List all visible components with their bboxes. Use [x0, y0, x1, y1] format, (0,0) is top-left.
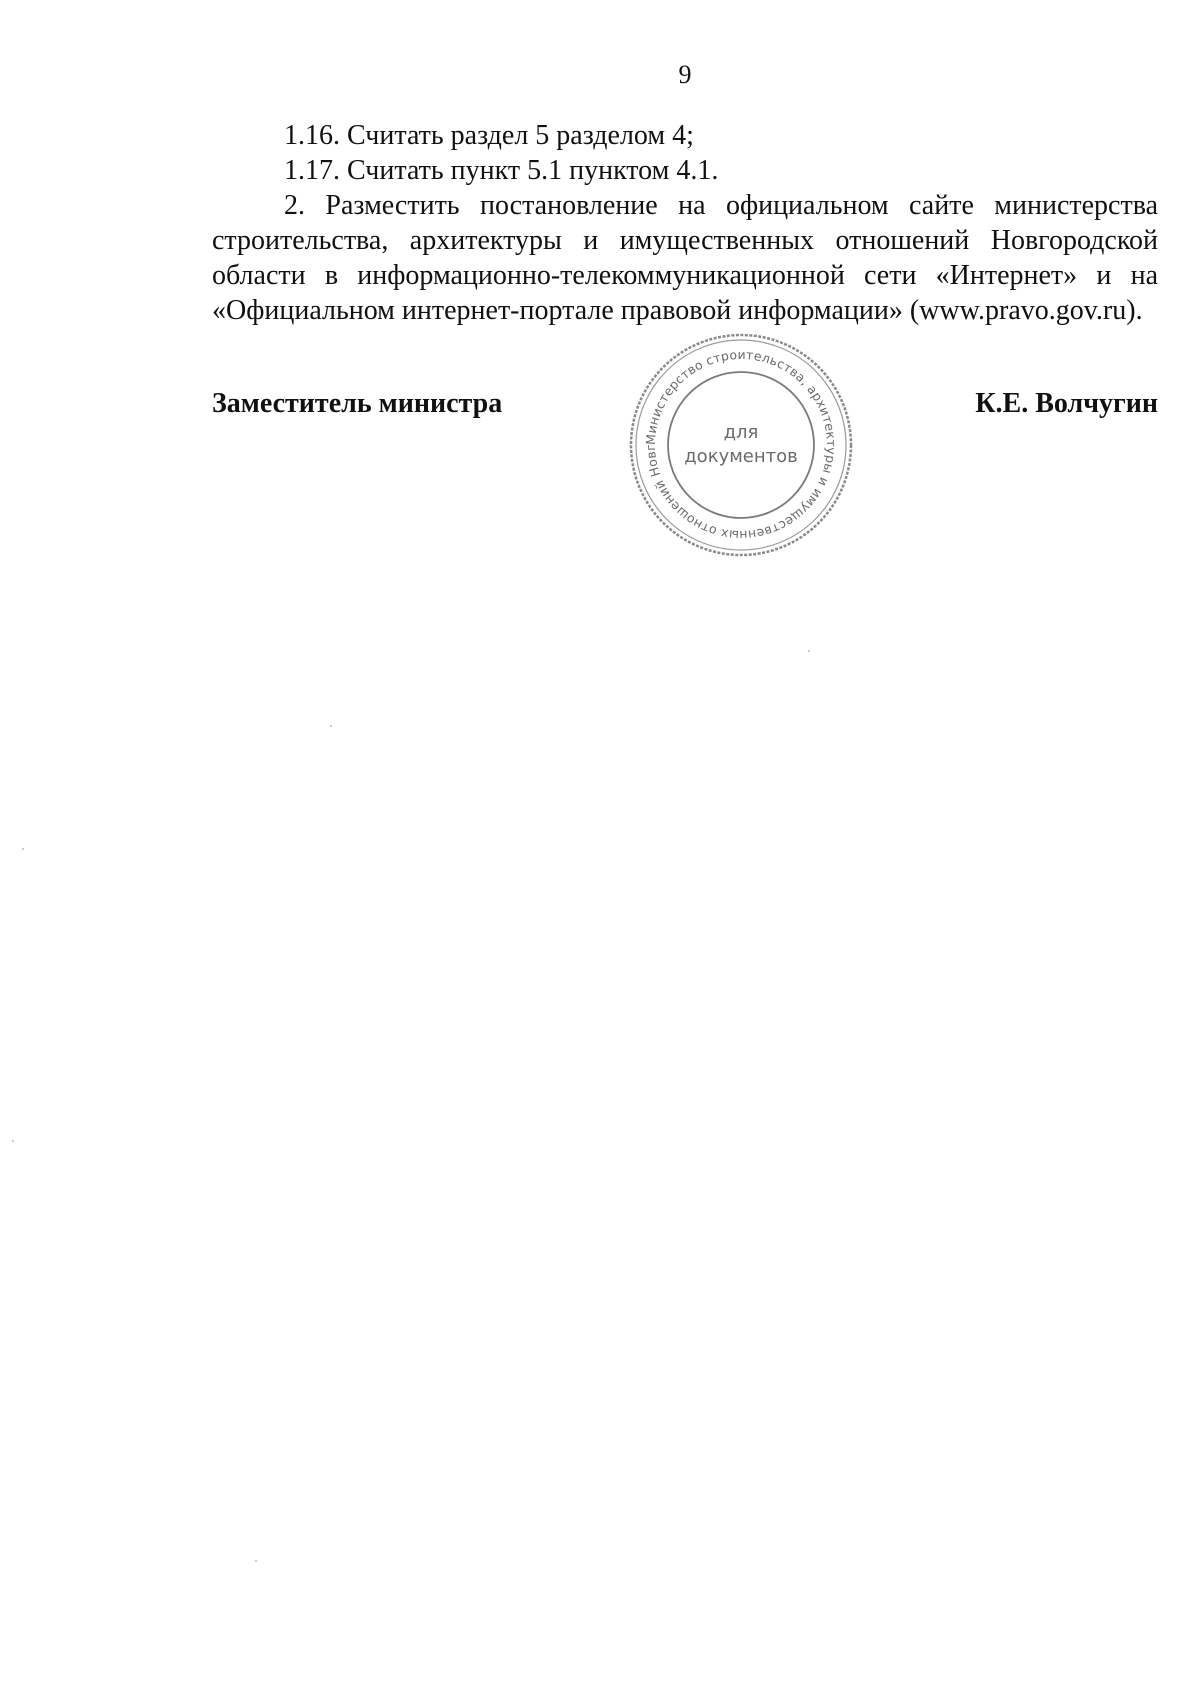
- signer-name: К.Е. Волчугин: [975, 388, 1158, 419]
- list-item: 1.17. Считать пункт 5.1 пунктом 4.1.: [284, 155, 719, 186]
- scan-speck: [12, 1140, 14, 1142]
- scan-speck: [255, 1560, 257, 1562]
- document-body: [212, 118, 1158, 328]
- scan-speck: [22, 848, 24, 850]
- official-stamp: [628, 332, 854, 558]
- list-item: 1.16. Считать раздел 5 разделом 4;: [284, 120, 694, 151]
- signer-title: Заместитель министра: [212, 388, 503, 419]
- body-paragraph: 2. Разместить постановление на официальном сайте министерства строительства, архитектуры и имущественных отношений Новгородской области в информационно-телекоммуникационной сети «Интернет» и на «Официальном интернет-портале правовой информации» (www.pravo.gov.ru).: [212, 190, 1158, 326]
- stamp-ring-text: Министерство строительства, архитектуры и имущественных отношений Новг: [642, 346, 840, 544]
- stamp-center-text: [628, 332, 854, 558]
- stamp-center-line: документов: [684, 446, 798, 467]
- scan-speck: [330, 725, 332, 727]
- stamp-center-line: для: [723, 422, 759, 443]
- page-number: 9: [678, 60, 692, 89]
- scan-speck: [808, 650, 810, 652]
